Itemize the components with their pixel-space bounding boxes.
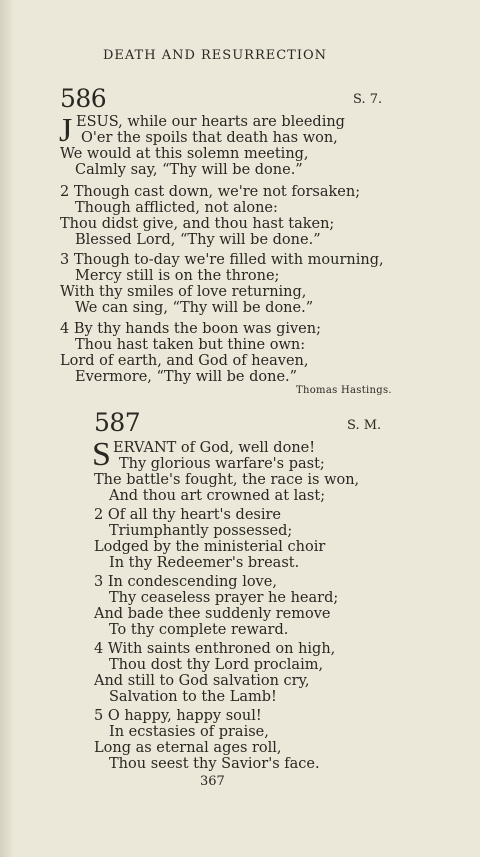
- drop-cap: J: [59, 112, 73, 149]
- drop-cap: S: [92, 436, 111, 473]
- verse-line: 2 Though cast down, we're not forsaken;: [60, 184, 361, 200]
- page-gutter: [0, 0, 14, 857]
- verse-line: Salvation to the Lamb!: [109, 689, 277, 705]
- verse-line: We would at this solemn meeting,: [60, 146, 309, 162]
- verse-line: Blessed Lord, “Thy will be done.”: [75, 232, 321, 248]
- verse-line: We can sing, “Thy will be done.”: [75, 300, 314, 316]
- verse-line: Long as eternal ages roll,: [94, 740, 282, 756]
- verse-line: O'er the spoils that death has won,: [81, 130, 338, 146]
- verse-line: Thou hast taken but thine own:: [75, 337, 306, 353]
- verse-line: To thy complete reward.: [109, 622, 289, 638]
- verse-line: 4 With saints enthroned on high,: [94, 641, 336, 657]
- verse-line: 2 Of all thy heart's desire: [94, 507, 282, 523]
- verse-line: ESUS, while our hearts are bleeding: [76, 114, 345, 130]
- verse-line: In thy Redeemer's breast.: [109, 555, 300, 571]
- hymn-meter: S. M.: [347, 418, 382, 433]
- verse-line: ERVANT of God, well done!: [113, 440, 316, 456]
- verse-line: 5 O happy, happy soul!: [94, 708, 262, 724]
- page-number: 367: [200, 774, 225, 789]
- verse-line: Lodged by the ministerial choir: [94, 539, 326, 555]
- verse-line: And thou art crowned at last;: [109, 488, 326, 504]
- verse-line: Thou dost thy Lord proclaim,: [109, 657, 324, 673]
- verse-line: And bade thee suddenly remove: [94, 606, 331, 622]
- verse-line: Though afflicted, not alone:: [75, 200, 278, 216]
- verse-line: With thy smiles of love returning,: [60, 284, 307, 300]
- verse-line: Thou seest thy Savior's face.: [109, 756, 320, 772]
- verse-line: Mercy still is on the throne;: [75, 268, 280, 284]
- verse-line: 4 By thy hands the boon was given;: [60, 321, 321, 337]
- hymn-number: 587: [94, 408, 141, 437]
- section-header: DEATH AND RESURRECTION: [102, 48, 328, 63]
- verse-line: 3 Though to-day we're filled with mourning,: [60, 252, 384, 268]
- verse-line: Calmly say, “Thy will be done.”: [75, 162, 303, 178]
- hymn-meter: S. 7.: [353, 92, 383, 107]
- verse-line: 3 In condescending love,: [94, 574, 277, 590]
- verse-line: Lord of earth, and God of heaven,: [60, 353, 309, 369]
- verse-line: The battle's fought, the race is won,: [94, 472, 360, 488]
- author-credit: Thomas Hastings.: [296, 385, 392, 396]
- verse-line: Thou didst give, and thou hast taken;: [60, 216, 335, 232]
- verse-line: Evermore, “Thy will be done.”: [75, 369, 298, 385]
- verse-line: And still to God salvation cry,: [94, 673, 310, 689]
- hymn-number: 586: [60, 84, 107, 113]
- verse-line: Thy glorious warfare's past;: [119, 456, 325, 472]
- verse-line: Thy ceaseless prayer he heard;: [109, 590, 339, 606]
- verse-line: In ecstasies of praise,: [109, 724, 269, 740]
- verse-line: Triumphantly possessed;: [109, 523, 293, 539]
